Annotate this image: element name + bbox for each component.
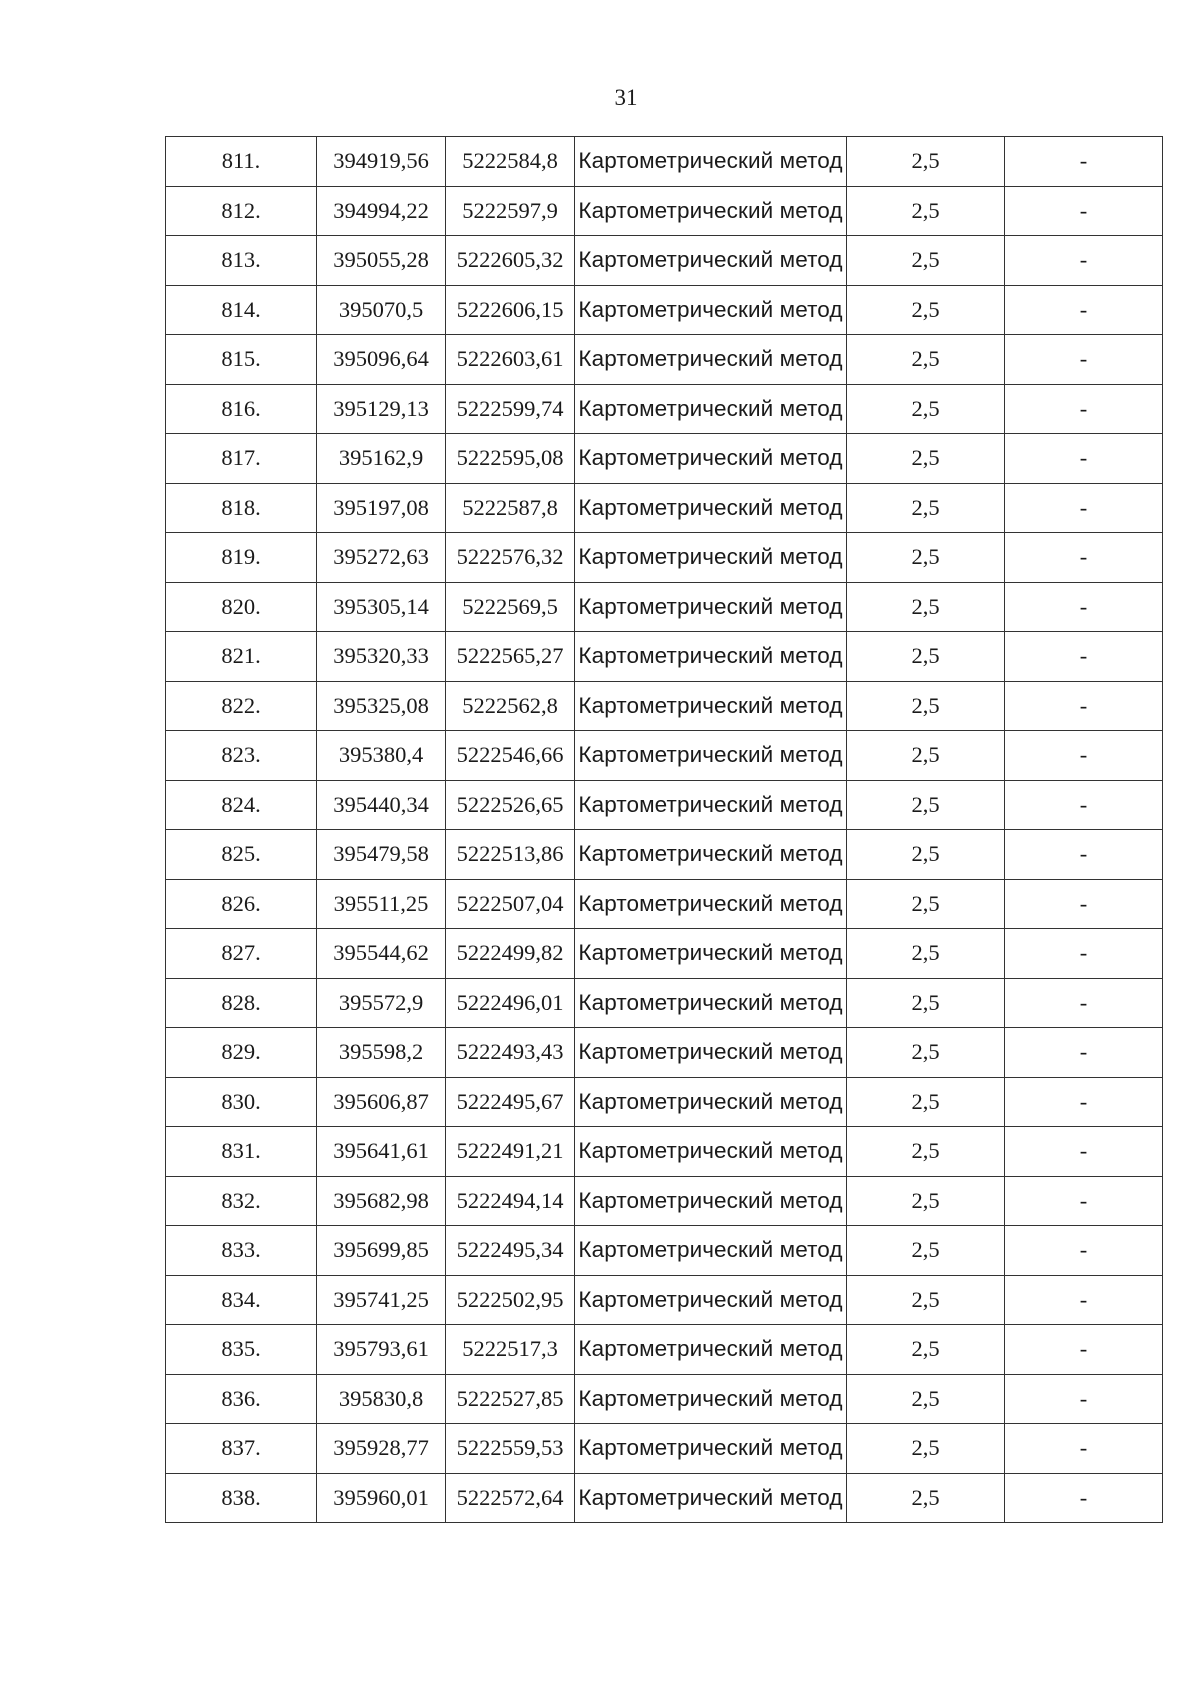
point-number-cell: 825. [166, 830, 317, 880]
accuracy-cell: 2,5 [847, 1176, 1005, 1226]
method-cell: Картометрический метод [575, 533, 847, 583]
x-coordinate-cell: 395960,01 [317, 1473, 446, 1523]
description-cell: - [1005, 731, 1163, 781]
y-coordinate-cell: 5222569,5 [446, 582, 575, 632]
x-coordinate-cell: 395055,28 [317, 236, 446, 286]
method-cell: Картометрический метод [575, 1176, 847, 1226]
accuracy-cell: 2,5 [847, 681, 1005, 731]
point-number-cell: 833. [166, 1226, 317, 1276]
x-coordinate-cell: 394994,22 [317, 186, 446, 236]
table-row [166, 929, 1163, 979]
y-coordinate-cell: 5222495,34 [446, 1226, 575, 1276]
point-number-cell: 814. [166, 285, 317, 335]
accuracy-cell: 2,5 [847, 483, 1005, 533]
y-coordinate-cell: 5222496,01 [446, 978, 575, 1028]
method-cell: Картометрический метод [575, 434, 847, 484]
coordinates-table-body [166, 137, 1163, 1523]
x-coordinate-cell: 395699,85 [317, 1226, 446, 1276]
point-number-cell: 813. [166, 236, 317, 286]
method-cell: Картометрический метод [575, 1226, 847, 1276]
accuracy-cell: 2,5 [847, 978, 1005, 1028]
description-cell: - [1005, 236, 1163, 286]
description-cell: - [1005, 533, 1163, 583]
point-number-cell: 811. [166, 137, 317, 187]
y-coordinate-cell: 5222562,8 [446, 681, 575, 731]
y-coordinate-cell: 5222494,14 [446, 1176, 575, 1226]
point-number-cell: 817. [166, 434, 317, 484]
x-coordinate-cell: 395511,25 [317, 879, 446, 929]
point-number-cell: 824. [166, 780, 317, 830]
accuracy-cell: 2,5 [847, 285, 1005, 335]
table-row [166, 582, 1163, 632]
accuracy-cell: 2,5 [847, 780, 1005, 830]
table-row [166, 1325, 1163, 1375]
accuracy-cell: 2,5 [847, 632, 1005, 682]
y-coordinate-cell: 5222502,95 [446, 1275, 575, 1325]
table-row [166, 632, 1163, 682]
method-cell: Картометрический метод [575, 830, 847, 880]
point-number-cell: 822. [166, 681, 317, 731]
table-row [166, 1275, 1163, 1325]
table-row [166, 285, 1163, 335]
point-number-cell: 830. [166, 1077, 317, 1127]
accuracy-cell: 2,5 [847, 879, 1005, 929]
accuracy-cell: 2,5 [847, 1424, 1005, 1474]
y-coordinate-cell: 5222599,74 [446, 384, 575, 434]
method-cell: Картометрический метод [575, 1325, 847, 1375]
description-cell: - [1005, 1127, 1163, 1177]
method-cell: Картометрический метод [575, 483, 847, 533]
table-row [166, 236, 1163, 286]
description-cell: - [1005, 1226, 1163, 1276]
description-cell: - [1005, 681, 1163, 731]
method-cell: Картометрический метод [575, 236, 847, 286]
x-coordinate-cell: 395741,25 [317, 1275, 446, 1325]
y-coordinate-cell: 5222513,86 [446, 830, 575, 880]
point-number-cell: 820. [166, 582, 317, 632]
accuracy-cell: 2,5 [847, 236, 1005, 286]
x-coordinate-cell: 395272,63 [317, 533, 446, 583]
x-coordinate-cell: 395641,61 [317, 1127, 446, 1177]
table-row [166, 1077, 1163, 1127]
description-cell: - [1005, 582, 1163, 632]
description-cell: - [1005, 1028, 1163, 1078]
y-coordinate-cell: 5222507,04 [446, 879, 575, 929]
accuracy-cell: 2,5 [847, 186, 1005, 236]
x-coordinate-cell: 395928,77 [317, 1424, 446, 1474]
x-coordinate-cell: 395096,64 [317, 335, 446, 385]
y-coordinate-cell: 5222597,9 [446, 186, 575, 236]
point-number-cell: 818. [166, 483, 317, 533]
x-coordinate-cell: 395305,14 [317, 582, 446, 632]
point-number-cell: 828. [166, 978, 317, 1028]
description-cell: - [1005, 434, 1163, 484]
accuracy-cell: 2,5 [847, 1275, 1005, 1325]
y-coordinate-cell: 5222603,61 [446, 335, 575, 385]
description-cell: - [1005, 978, 1163, 1028]
y-coordinate-cell: 5222495,67 [446, 1077, 575, 1127]
accuracy-cell: 2,5 [847, 137, 1005, 187]
x-coordinate-cell: 395606,87 [317, 1077, 446, 1127]
method-cell: Картометрический метод [575, 632, 847, 682]
table-row [166, 978, 1163, 1028]
accuracy-cell: 2,5 [847, 929, 1005, 979]
point-number-cell: 835. [166, 1325, 317, 1375]
accuracy-cell: 2,5 [847, 1473, 1005, 1523]
y-coordinate-cell: 5222546,66 [446, 731, 575, 781]
method-cell: Картометрический метод [575, 731, 847, 781]
x-coordinate-cell: 395830,8 [317, 1374, 446, 1424]
table-row [166, 830, 1163, 880]
accuracy-cell: 2,5 [847, 335, 1005, 385]
table-row [166, 384, 1163, 434]
y-coordinate-cell: 5222605,32 [446, 236, 575, 286]
point-number-cell: 826. [166, 879, 317, 929]
method-cell: Картометрический метод [575, 582, 847, 632]
table-row [166, 780, 1163, 830]
y-coordinate-cell: 5222491,21 [446, 1127, 575, 1177]
table-row [166, 1374, 1163, 1424]
x-coordinate-cell: 395197,08 [317, 483, 446, 533]
description-cell: - [1005, 929, 1163, 979]
x-coordinate-cell: 395544,62 [317, 929, 446, 979]
x-coordinate-cell: 395320,33 [317, 632, 446, 682]
x-coordinate-cell: 395572,9 [317, 978, 446, 1028]
accuracy-cell: 2,5 [847, 1028, 1005, 1078]
accuracy-cell: 2,5 [847, 1374, 1005, 1424]
x-coordinate-cell: 395380,4 [317, 731, 446, 781]
method-cell: Картометрический метод [575, 780, 847, 830]
description-cell: - [1005, 483, 1163, 533]
description-cell: - [1005, 335, 1163, 385]
method-cell: Картометрический метод [575, 384, 847, 434]
accuracy-cell: 2,5 [847, 1127, 1005, 1177]
method-cell: Картометрический метод [575, 186, 847, 236]
x-coordinate-cell: 395070,5 [317, 285, 446, 335]
point-number-cell: 815. [166, 335, 317, 385]
x-coordinate-cell: 395479,58 [317, 830, 446, 880]
y-coordinate-cell: 5222517,3 [446, 1325, 575, 1375]
point-number-cell: 819. [166, 533, 317, 583]
accuracy-cell: 2,5 [847, 1226, 1005, 1276]
accuracy-cell: 2,5 [847, 830, 1005, 880]
description-cell: - [1005, 1275, 1163, 1325]
method-cell: Картометрический метод [575, 1473, 847, 1523]
table-row [166, 681, 1163, 731]
method-cell: Картометрический метод [575, 335, 847, 385]
table-row [166, 731, 1163, 781]
table-row [166, 1176, 1163, 1226]
table-row [166, 335, 1163, 385]
description-cell: - [1005, 830, 1163, 880]
table-row [166, 879, 1163, 929]
point-number-cell: 837. [166, 1424, 317, 1474]
point-number-cell: 816. [166, 384, 317, 434]
accuracy-cell: 2,5 [847, 384, 1005, 434]
point-number-cell: 823. [166, 731, 317, 781]
table-row [166, 483, 1163, 533]
table-row [166, 1473, 1163, 1523]
point-number-cell: 838. [166, 1473, 317, 1523]
y-coordinate-cell: 5222584,8 [446, 137, 575, 187]
point-number-cell: 827. [166, 929, 317, 979]
page-number: 31 [614, 85, 638, 110]
point-number-cell: 821. [166, 632, 317, 682]
method-cell: Картометрический метод [575, 1424, 847, 1474]
x-coordinate-cell: 394919,56 [317, 137, 446, 187]
method-cell: Картометрический метод [575, 1374, 847, 1424]
method-cell: Картометрический метод [575, 1127, 847, 1177]
point-number-cell: 832. [166, 1176, 317, 1226]
x-coordinate-cell: 395598,2 [317, 1028, 446, 1078]
y-coordinate-cell: 5222526,65 [446, 780, 575, 830]
table-row [166, 1028, 1163, 1078]
y-coordinate-cell: 5222595,08 [446, 434, 575, 484]
description-cell: - [1005, 1325, 1163, 1375]
accuracy-cell: 2,5 [847, 533, 1005, 583]
accuracy-cell: 2,5 [847, 434, 1005, 484]
y-coordinate-cell: 5222576,32 [446, 533, 575, 583]
y-coordinate-cell: 5222493,43 [446, 1028, 575, 1078]
table-row [166, 1424, 1163, 1474]
method-cell: Картометрический метод [575, 1077, 847, 1127]
description-cell: - [1005, 1424, 1163, 1474]
accuracy-cell: 2,5 [847, 731, 1005, 781]
method-cell: Картометрический метод [575, 929, 847, 979]
x-coordinate-cell: 395162,9 [317, 434, 446, 484]
description-cell: - [1005, 1077, 1163, 1127]
y-coordinate-cell: 5222565,27 [446, 632, 575, 682]
x-coordinate-cell: 395325,08 [317, 681, 446, 731]
description-cell: - [1005, 879, 1163, 929]
method-cell: Картометрический метод [575, 137, 847, 187]
table-row [166, 1127, 1163, 1177]
description-cell: - [1005, 1473, 1163, 1523]
point-number-cell: 834. [166, 1275, 317, 1325]
description-cell: - [1005, 1374, 1163, 1424]
table-row [166, 186, 1163, 236]
point-number-cell: 829. [166, 1028, 317, 1078]
y-coordinate-cell: 5222559,53 [446, 1424, 575, 1474]
x-coordinate-cell: 395793,61 [317, 1325, 446, 1375]
description-cell: - [1005, 285, 1163, 335]
method-cell: Картометрический метод [575, 1275, 847, 1325]
y-coordinate-cell: 5222527,85 [446, 1374, 575, 1424]
description-cell: - [1005, 384, 1163, 434]
description-cell: - [1005, 780, 1163, 830]
point-number-cell: 831. [166, 1127, 317, 1177]
y-coordinate-cell: 5222587,8 [446, 483, 575, 533]
method-cell: Картометрический метод [575, 978, 847, 1028]
y-coordinate-cell: 5222606,15 [446, 285, 575, 335]
point-number-cell: 812. [166, 186, 317, 236]
description-cell: - [1005, 632, 1163, 682]
coordinates-table [165, 136, 1163, 1523]
description-cell: - [1005, 137, 1163, 187]
table-row [166, 434, 1163, 484]
x-coordinate-cell: 395440,34 [317, 780, 446, 830]
accuracy-cell: 2,5 [847, 1077, 1005, 1127]
method-cell: Картометрический метод [575, 1028, 847, 1078]
table-row [166, 533, 1163, 583]
y-coordinate-cell: 5222499,82 [446, 929, 575, 979]
table-row [166, 137, 1163, 187]
point-number-cell: 836. [166, 1374, 317, 1424]
x-coordinate-cell: 395682,98 [317, 1176, 446, 1226]
description-cell: - [1005, 186, 1163, 236]
method-cell: Картометрический метод [575, 879, 847, 929]
accuracy-cell: 2,5 [847, 1325, 1005, 1375]
table-row [166, 1226, 1163, 1276]
x-coordinate-cell: 395129,13 [317, 384, 446, 434]
description-cell: - [1005, 1176, 1163, 1226]
y-coordinate-cell: 5222572,64 [446, 1473, 575, 1523]
accuracy-cell: 2,5 [847, 582, 1005, 632]
method-cell: Картометрический метод [575, 681, 847, 731]
method-cell: Картометрический метод [575, 285, 847, 335]
